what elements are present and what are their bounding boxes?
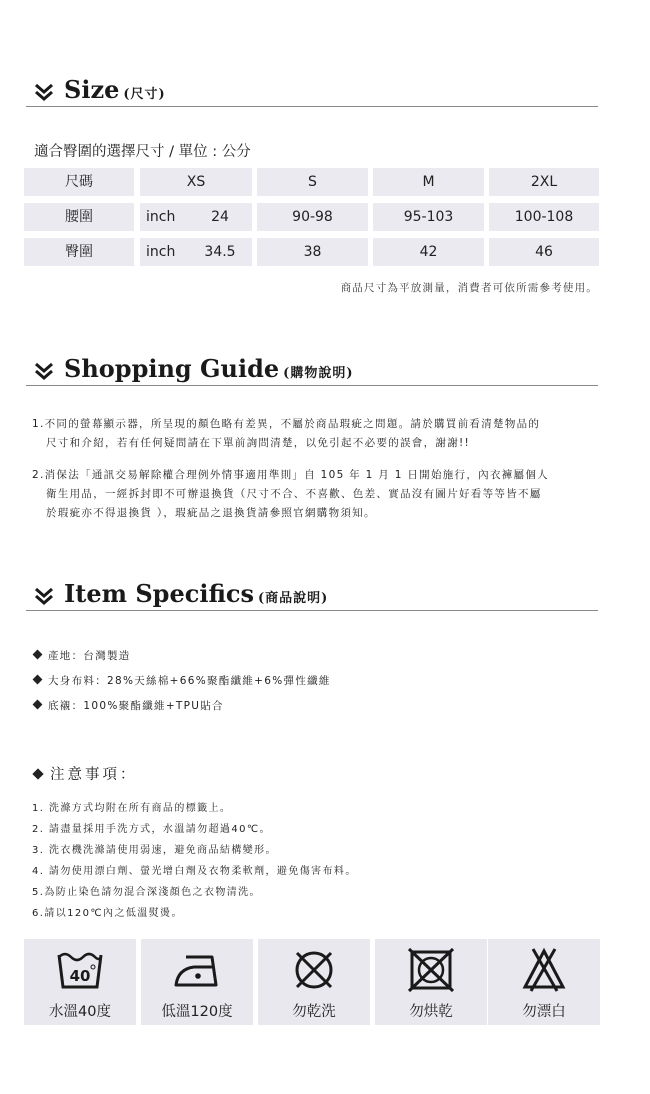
guide-section-title: Shopping Guide (購物說明) [64,354,354,383]
size-xs: XS [140,168,252,196]
guide-item-2: 2.消保法「通訊交易解除權合理例外情事適用準則」自 105 年 1 月 1 日開始施行，內衣褲屬個人 衛生用品，一經拆封即不可辦退換貨（尺寸不合、不喜歡、色差、實品沒有圖片好看等等皆不屬 於瑕疵亦不得退換貨 ），瑕疵品之退換貨請參照官網購物須知。 [32,469,549,519]
care-label-tumble: 勿烘乾 [409,1004,453,1020]
size-s: S [257,168,368,196]
diamond-bullet-icon [33,675,43,685]
hip-unit: inch [140,238,188,266]
care-label-dryclean: 勿乾洗 [292,1004,336,1020]
spec-origin: 產地：台灣製造 [32,648,131,663]
care-line-5: 5.為防止染色請勿混合深淺顏色之衣物清洗。 [32,887,261,898]
waist-label: 腰圍 [24,203,134,231]
care-icon-bleach [488,939,600,1025]
guide-section-header [26,355,598,386]
care-label-iron: 低溫120度 [161,1004,233,1020]
waist-s: 90-98 [257,203,368,231]
care-line-1: 1. 洗滌方式均附在所有商品的標籤上。 [32,803,232,814]
size-note: 商品尺寸為平放測量，消費者可依所需參考使用。 [340,282,598,294]
hip-m: 42 [373,238,484,266]
care-label-wash: 水溫40度 [49,1004,111,1020]
specs-section-header [26,580,598,611]
care-line-2: 2. 請盡量採用手洗方式，水溫請勿超過40℃。 [32,824,271,835]
care-icon-dryclean [258,939,370,1025]
double-chevron-down-icon [34,586,54,606]
diamond-bullet-icon [32,768,43,779]
care-line-4: 4. 請勿使用漂白劑、螢光增白劑及衣物柔軟劑，避免傷害布料。 [32,866,357,877]
care-icon-iron [141,939,253,1025]
care-icon-wash [24,939,136,1025]
double-chevron-down-icon [34,361,54,381]
care-icon-tumble [375,939,487,1025]
size-section-header [26,76,598,107]
iron-low-icon [172,947,222,993]
waist-unit: inch [140,203,188,231]
size-caption: 適合臀圍的選擇尺寸 / 單位 : 公分 [34,144,251,160]
notice-title: 注意事項： [32,763,138,784]
hip-s: 38 [257,238,368,266]
diamond-bullet-icon [33,650,43,660]
no-dry-clean-icon [289,947,339,993]
hip-2xl: 46 [489,238,599,266]
no-bleach-icon [519,947,569,993]
header-label: 尺碼 [24,168,134,196]
waist-m: 95-103 [373,203,484,231]
care-label-bleach: 勿漂白 [522,1004,566,1020]
care-line-3: 3. 洗衣機洗滌請使用弱速，避免商品結構變形。 [32,845,277,856]
guide-item-1: 1.不同的螢幕顯示器，所呈現的顏色略有差異，不屬於商品瑕疵之問題。請於購買前看清楚物品的 尺寸和介紹，若有任何疑問請在下單前詢問清楚，以免引起不必要的誤會，謝謝!! [32,418,541,449]
waist-xs: 24 [188,203,252,231]
size-m: M [373,168,484,196]
no-tumble-dry-icon [406,947,456,993]
diamond-bullet-icon [33,700,43,710]
specs-section-title: Item Specifics (商品說明) [64,579,329,608]
double-chevron-down-icon [34,82,54,102]
size-2xl: 2XL [489,168,599,196]
hip-xs: 34.5 [188,238,252,266]
spec-fabric: 大身布料：28%天絲棉+66%聚酯纖維+6%彈性纖維 [32,673,331,688]
waist-2xl: 100-108 [489,203,599,231]
size-section-title: Size (尺寸) [64,75,166,104]
spec-lining: 底襯：100%聚酯纖維+TPU貼合 [32,698,224,713]
svg-text:40: 40 [69,967,91,985]
wash-40-icon [55,947,105,993]
care-line-6: 6.請以120℃內之低溫熨燙。 [32,908,183,919]
hip-label: 臀圍 [24,238,134,266]
